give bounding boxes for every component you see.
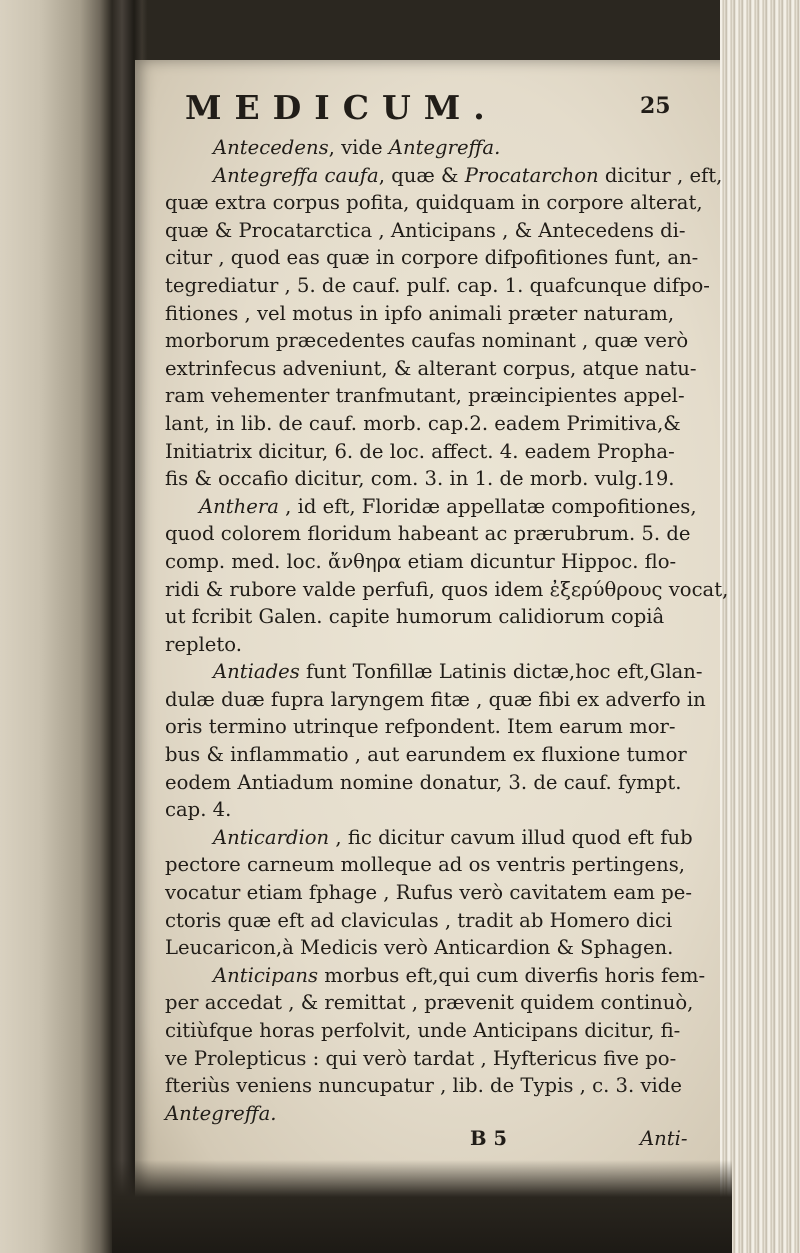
text-line xyxy=(165,603,710,631)
signature-mark: B 5 xyxy=(470,1127,508,1151)
entry-term: Antegreffa. xyxy=(165,1101,277,1125)
running-title: MEDICUM. xyxy=(185,88,498,127)
page-stack-edge xyxy=(720,0,800,1253)
line-text: pectore carneum molleque ad os ventris pertingens, xyxy=(165,853,686,877)
line-text: oris termino utrinque refpondent. Item earum mor- xyxy=(165,715,676,739)
line-text: quæ & Procatarctica , Anticipans , & Antecedens di- xyxy=(165,218,686,242)
text-lines xyxy=(165,134,729,1127)
text-line xyxy=(165,934,710,962)
text-line xyxy=(165,1100,710,1128)
entry-term: Antegreffa caufa xyxy=(213,163,379,187)
line-text: fitiones , vel motus in ipfo animali præter naturam, xyxy=(165,301,675,325)
line-text: ridi & rubore valde perfufi, quos idem ἐξερύθρους vocat, xyxy=(165,577,729,601)
text-line xyxy=(165,1017,710,1045)
line-text: cap. 4. xyxy=(165,798,232,822)
text-line xyxy=(165,962,710,990)
text-line xyxy=(165,189,710,217)
line-text: extrinfecus adveniunt, & alterant corpus, atque natu- xyxy=(165,356,697,380)
line-text: tegrediatur , 5. de cauf. pulf. cap. 1. quafcunque difpo- xyxy=(165,273,710,297)
entry-term: Anthera xyxy=(199,494,279,518)
line-text: vocatur etiam fphage , Rufus verò cavitatem eam pe- xyxy=(165,881,693,905)
catchword: Anti- xyxy=(640,1127,688,1151)
entry-term: Antiades xyxy=(213,660,300,684)
line-text: morbus eft,qui cum diverfis horis fem- xyxy=(318,963,706,987)
text-line xyxy=(165,382,710,410)
entry-term: Procatarchon xyxy=(464,163,599,187)
line-text: ve Prolepticus : qui verò tardat , Hyftericus five po- xyxy=(165,1046,677,1070)
line-text: lant, in lib. de cauf. morb. cap.2. eadem Primitiva,& xyxy=(165,411,681,435)
text-line xyxy=(165,1045,710,1073)
line-text: fteriùs veniens nuncupatur , lib. de Typis , c. 3. vide xyxy=(165,1074,682,1098)
text-line xyxy=(165,548,710,576)
line-text: citiùfque horas perfolvit, unde Anticipans dicitur, fi- xyxy=(165,1019,681,1042)
text-line xyxy=(165,327,710,355)
text-line xyxy=(165,658,710,686)
text-line xyxy=(165,879,710,907)
text-line xyxy=(165,1072,710,1100)
line-text: repleto. xyxy=(165,632,242,656)
text-line xyxy=(165,300,710,328)
text-line xyxy=(165,851,710,879)
text-line xyxy=(165,465,710,493)
line-text: , quæ & xyxy=(378,163,465,187)
text-line xyxy=(165,769,710,797)
line-text: quod colorem floridum habeant ac prærubrum. 5. de xyxy=(165,522,691,546)
line-text: , fic dicitur cavum illud quod eft fub xyxy=(329,825,693,849)
text-line xyxy=(165,410,710,438)
line-text: ut fcribit Galen. capite humorum calidiorum copiâ xyxy=(165,605,665,629)
text-line xyxy=(165,713,710,741)
text-line xyxy=(165,438,710,466)
text-line xyxy=(165,796,710,824)
text-line xyxy=(165,134,710,162)
running-head xyxy=(165,88,710,134)
text-line xyxy=(165,576,729,604)
text-line xyxy=(165,272,710,300)
entry-term: Anticardion xyxy=(213,825,330,849)
line-text: citur , quod eas quæ in corpore difpofitiones funt, an- xyxy=(165,246,699,270)
line-text: per accedat , & remittat , prævenit quidem continuò, xyxy=(165,991,694,1015)
line-text: Initiatrix dicitur, 6. de loc. affect. 4. eadem Propha- xyxy=(165,439,675,463)
text-line xyxy=(165,162,723,190)
line-text: ram vehementer tranfmutant, præincipientes appel- xyxy=(165,384,685,408)
line-text: dulæ duæ fupra laryngem fitæ , quæ fibi ex adverfo in xyxy=(165,687,706,711)
line-text: dicitur , eft, xyxy=(598,163,723,187)
page-text xyxy=(165,88,729,1157)
line-text: funt Tonfillæ Latinis dictæ,hoc eft,Glan- xyxy=(299,660,703,684)
entry-term: Antegreffa. xyxy=(388,136,501,159)
text-line xyxy=(165,686,710,714)
line-text: Leucaricon,à Medicis verò Anticardion & Sphagen. xyxy=(165,936,674,960)
text-line xyxy=(165,217,710,245)
page-number: 25 xyxy=(640,93,671,119)
text-line xyxy=(165,824,710,852)
text-line xyxy=(165,355,710,383)
line-text: quæ extra corpus pofita, quidquam in corpore alterat, xyxy=(165,191,703,215)
text-line xyxy=(165,989,710,1017)
line-text: bus & inflammatio , aut earundem ex fluxione tumor xyxy=(165,743,687,767)
entry-term: Anticipans xyxy=(213,963,319,987)
text-line xyxy=(165,741,710,769)
bottom-shadow xyxy=(112,1160,732,1253)
line-text: fis & occafio dicitur, com. 3. in 1. de morb. vulg.19. xyxy=(165,467,675,491)
text-line xyxy=(165,631,710,659)
line-text: , id eft, Floridæ appellatæ compofitiones, xyxy=(278,494,697,518)
left-page-edge xyxy=(0,0,112,1253)
text-line xyxy=(165,907,710,935)
entry-term: Antecedens xyxy=(213,136,329,159)
line-text: eodem Antiadum nomine donatur, 3. de cauf. fympt. xyxy=(165,770,682,794)
line-text: morborum præcedentes caufas nominant , quæ verò xyxy=(165,329,689,353)
line-text: comp. med. loc. ἄνθηρα etiam dicuntur Hippoc. flo- xyxy=(165,549,677,573)
line-text: , vide xyxy=(328,136,389,159)
text-line xyxy=(165,244,710,272)
text-line xyxy=(165,520,710,548)
text-line xyxy=(165,493,710,521)
line-text: ctoris quæ eft ad claviculas , tradit ab Homero dici xyxy=(165,908,673,932)
page-footer xyxy=(165,1127,710,1157)
